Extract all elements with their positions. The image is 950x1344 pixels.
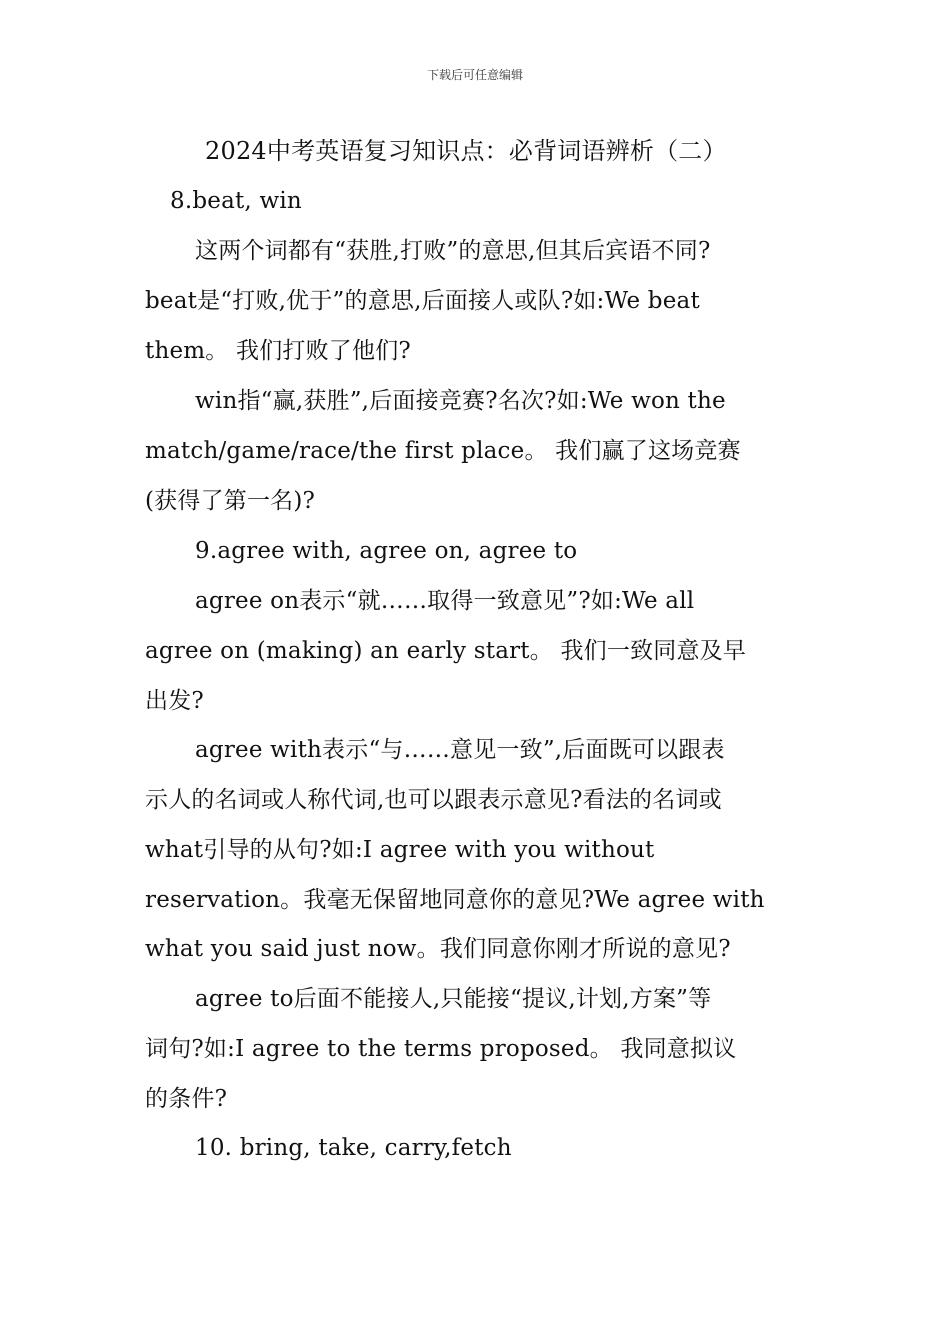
paragraph-line: reservation。我毫无保留地同意你的意见?We agree with: [145, 887, 765, 913]
heading-9: 9.agree with, agree on, agree to: [195, 538, 578, 564]
paragraph-line: (获得了第一名)?: [145, 488, 316, 514]
paragraph-line: agree with表示“与……意见一致”,后面既可以跟表: [195, 737, 725, 763]
paragraph-line: them。 我们打败了他们?: [145, 338, 411, 364]
paragraph-line: match/game/race/the first place。 我们赢了这场竞赛: [145, 438, 741, 464]
paragraph-line: 的条件?: [145, 1086, 228, 1112]
paragraph-line: what引导的从句?如:I agree with you without: [145, 837, 655, 863]
paragraph-line: agree to后面不能接人,只能接“提议,计划,方案”等: [195, 986, 712, 1012]
paragraph-line: beat是“打败,优于”的意思,后面接人或队?如:We beat: [145, 288, 700, 314]
paragraph-line: 这两个词都有“获胜,打败”的意思,但其后宾语不同?: [195, 238, 711, 264]
paragraph-line: agree on (making) an early start。 我们一致同意及早: [145, 638, 747, 664]
paragraph-line: 出发?: [145, 688, 204, 714]
paragraph-line: win指“赢,获胜”,后面接竞赛?名次?如:We won the: [195, 388, 726, 414]
page-header: 下载后可任意编辑: [426, 68, 523, 82]
paragraph-line: what you said just now。我们同意你刚才所说的意见?: [145, 936, 731, 962]
heading-10: 10. bring, take, carry,fetch: [195, 1135, 512, 1161]
paragraph-line: 词句?如:I agree to the terms proposed。 我同意拟议: [145, 1036, 737, 1062]
heading-8: 8.beat, win: [170, 188, 302, 214]
paragraph-line: agree on表示“就……取得一致意见”?如:We all: [195, 588, 695, 614]
paragraph-line: 示人的名词或人称代词,也可以跟表示意见?看法的名词或: [145, 787, 722, 813]
document-title: 2024中考英语复习知识点：必背词语辨析（二）: [205, 137, 727, 165]
